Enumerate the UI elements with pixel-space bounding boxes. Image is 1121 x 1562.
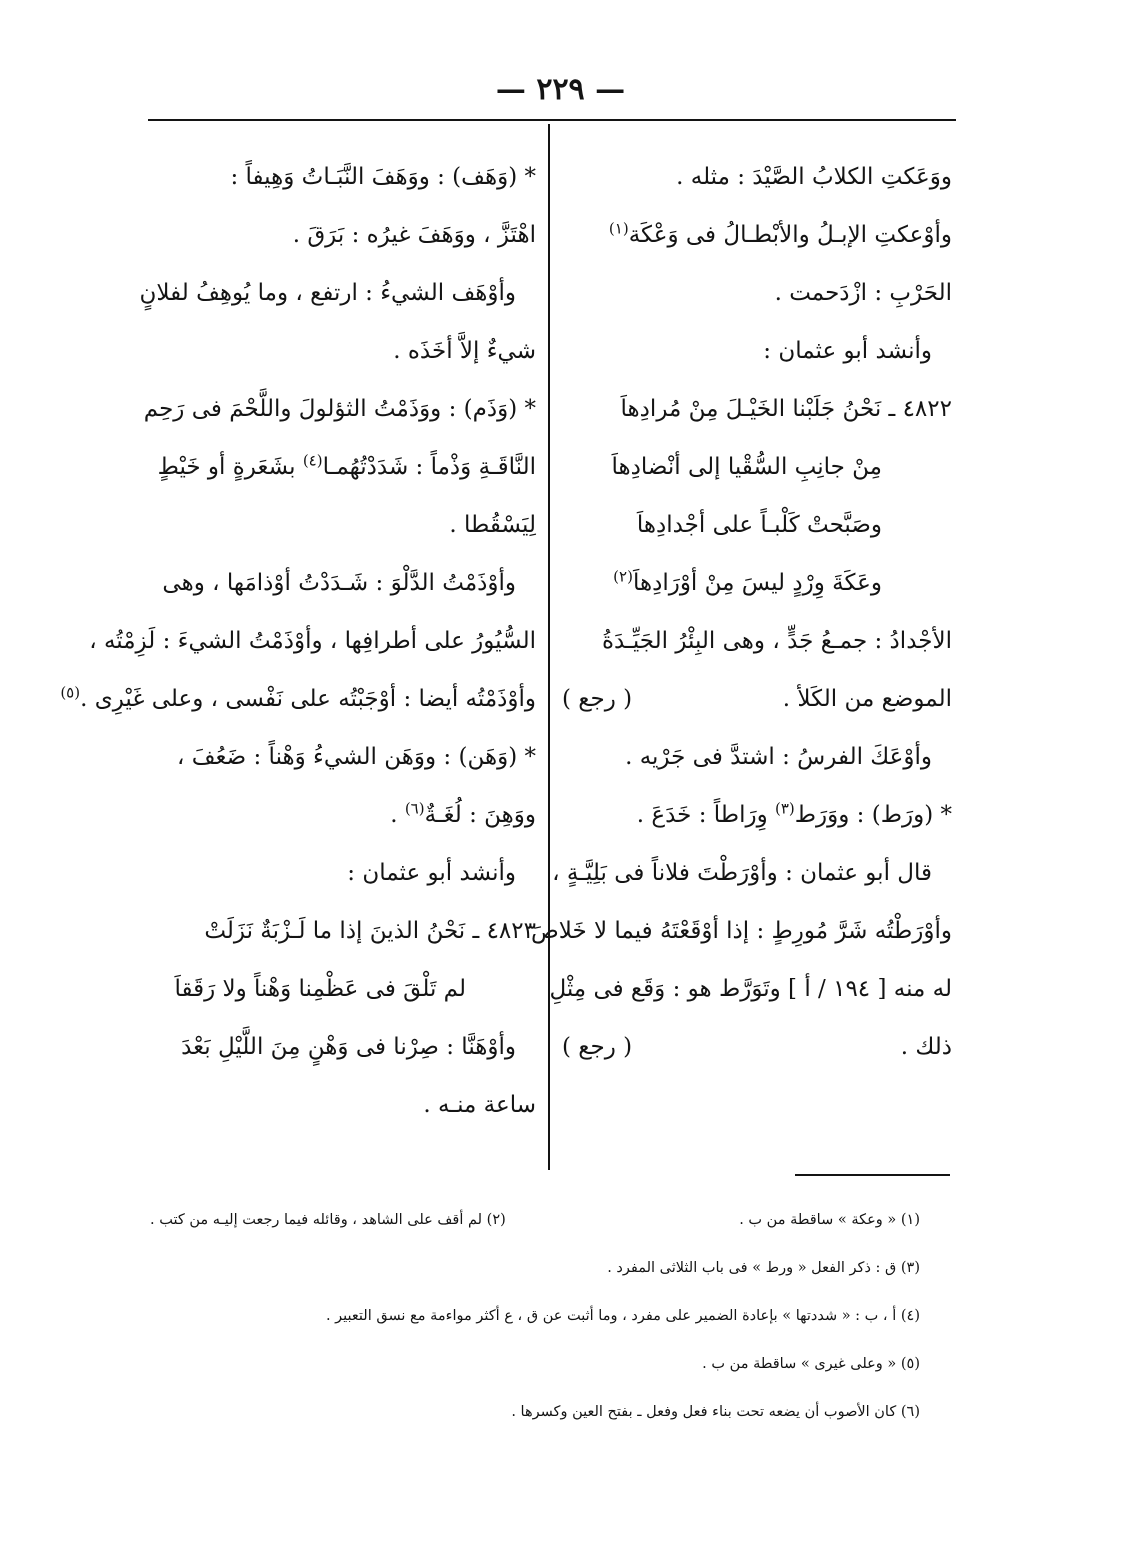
left-column-line-text: * (وَهَن) : ووَهَن الشيءُ وَهْناً : ضَعُفَ ، xyxy=(177,744,536,770)
footnotes xyxy=(150,1196,920,1436)
left-column-line-text: شيءٌ إلاَّ أخَذَه . xyxy=(393,338,536,364)
footnote-rule xyxy=(795,1174,950,1176)
right-column-line-text: الحَرْبِ : ازْدَحمت . xyxy=(774,280,952,306)
left-column-line-text: وأوْذَمْتُ الدَّلْوَ : شَـدَدْتُ أوْذامَها ، وهى xyxy=(162,570,516,596)
footnote-2: (٢) لم أقف على الشاهد ، وقائله فيما رجعت إليـه من كتب . xyxy=(150,1212,506,1228)
right-column-line xyxy=(562,148,952,206)
right-column-line xyxy=(562,322,952,380)
right-column-line-text: ٤٨٢٢ ـ نَحْنُ جَلَبْنا الخَيْـلَ مِنْ مُرادِهاَ xyxy=(620,396,952,422)
right-column-line xyxy=(562,264,952,322)
footnote-1: (١) « وعكة » ساقطة من ب . xyxy=(739,1212,920,1228)
left-column-line xyxy=(150,902,536,960)
right-column-line-text: وأوْعَكَ الفرسُ : اشتدَّ فى جَرْيه . xyxy=(625,744,932,770)
left-column-line xyxy=(143,380,536,438)
left-column-line-text: وأنشد أبو عثمان : xyxy=(347,860,516,886)
return-note: ( رجع ) xyxy=(562,686,633,712)
left-column-line xyxy=(150,960,536,1018)
left-column-line-text: وأوْهَف الشيءُ : ارتفع ، وما يُوهِفُ لفلانٍ xyxy=(139,280,516,306)
right-column-line xyxy=(562,786,952,844)
left-column-line-text: * (وَذَم) : ووَذَمْتُ الثؤلولَ واللَّحْمَ فى رَحِم xyxy=(143,396,536,422)
right-column-line-text: وعَكَةَ وِرْدٍ ليسَ مِنْ أوْرَادِهاَ xyxy=(632,570,882,596)
left-column-line xyxy=(150,1076,536,1134)
right-column-line-text: الموضع من الكَلأ . xyxy=(782,686,952,712)
right-column-line xyxy=(562,728,952,786)
footnote-4: (٤) أ ، ب : « شددتها » بإعادة الضمير على مفرد ، وما أثبت عن ق ، ع أكثر مواءمة مع نسق التعبير . xyxy=(325,1308,920,1324)
left-column-line-text: ٤٨٢٣ ـ نَحْنُ الذينَ إذا ما لَـزْبَةٌ نَزَلَتْ xyxy=(204,918,536,944)
right-column-line xyxy=(562,1018,952,1076)
left-column-line xyxy=(60,670,536,728)
right-column-line xyxy=(530,902,952,960)
right-column-line xyxy=(562,438,952,496)
footnote-5: (٥) « وعلى غيرى » ساقطة من ب . xyxy=(702,1356,920,1372)
left-column-line-tail: . xyxy=(390,802,405,828)
left-column-line xyxy=(150,728,536,786)
right-column-line-text: مِنْ جانِبِ السُّقْيا إلى أنْضادِهاَ xyxy=(611,454,882,480)
right-column-line xyxy=(562,380,952,438)
left-column-line-text: لم تَلْقَ فى عَظْمِنا وَهْناً ولا رَقَقاَ xyxy=(174,976,466,1002)
left-column-line-text: وأوْذَمْتُه أيضا : أوْجَبْتُه على نَفْسى ، وعلى غَيْرِى . xyxy=(80,686,536,712)
left-column-line xyxy=(150,1018,536,1076)
right-column-line-text: ووَعَكتِ الكلابُ الصَّيْدَ : مثله . xyxy=(676,164,952,190)
footnote-marker: (٢) xyxy=(613,567,633,586)
left-column-line-text: اهْتَزَّ ، ووَهَفَ غيرُه : بَرَقَ . xyxy=(292,222,536,248)
right-column-line-text: وأوْرَطْتُه شَرَّ مُورِطٍ : إذا أوْقَعْتَهُ فيما لا خَلاصَ xyxy=(530,918,952,944)
right-column-line xyxy=(552,844,952,902)
left-column-line xyxy=(150,438,536,496)
right-column-line-text: وأنشد أبو عثمان : xyxy=(763,338,932,364)
footnote-marker: (٦) xyxy=(404,799,425,818)
right-column-line-text: له منه [ ١٩٤ / أ ] وتَوَرَّط هو : وَقَع فى مِثْلِ xyxy=(549,976,952,1002)
footnote-3: (٣) ق : ذكر الفعل « ورط » فى باب الثلاثى المفرد . xyxy=(607,1260,920,1276)
left-column-line-text: وأوْهَنَّا : صِرْنا فى وَهْنٍ مِنَ اللَّيْلِ بَعْدَ xyxy=(181,1034,516,1060)
footnote-marker: (١) xyxy=(608,219,629,238)
right-column-line-text: ذلك . xyxy=(900,1034,952,1060)
left-column-line xyxy=(150,322,536,380)
left-column-line-text: ساعة منـه . xyxy=(423,1092,536,1118)
footnote-marker: (٣) xyxy=(775,799,795,818)
right-column-line-text: الأجْدادُ : جمـعُ جَدٍّ ، وهى البِئْرُ الجَيِّـدَةُ xyxy=(602,628,952,654)
left-column-line xyxy=(150,786,536,844)
footnote-marker: (٥) xyxy=(60,683,81,702)
left-column-line xyxy=(150,844,536,902)
left-column-line-text: السُّيُورُ على أطرافِها ، وأوْذَمْتُ الشيءَ : لَزِمْتُه ، xyxy=(89,628,536,654)
footnote-marker: (٤) xyxy=(302,451,323,470)
left-column xyxy=(60,148,536,1134)
left-column-line xyxy=(139,264,536,322)
left-column-line-text: لِيَسْقُطا . xyxy=(449,512,536,538)
return-note: ( رجع ) xyxy=(562,1034,633,1060)
right-column-line xyxy=(562,612,952,670)
left-column-line xyxy=(150,206,536,264)
right-column-line-text: وأوْعكتِ الإبـلُ والأبْطـالُ فى وَعْكَة xyxy=(628,222,952,248)
header-rule xyxy=(148,119,956,121)
right-column-line xyxy=(549,960,952,1018)
left-column-line xyxy=(150,496,536,554)
left-column-line xyxy=(89,612,536,670)
right-column-line-text: قال أبو عثمان : وأوْرَطْتَ فلاناً فى بَلِيَّـةٍ ، xyxy=(552,860,932,886)
right-column-line-tail: وِرَاطاً : خَدَعَ . xyxy=(636,802,775,828)
right-column-line xyxy=(562,554,952,612)
page-number: — ٢٢٩ — xyxy=(495,72,626,107)
right-column-line-text: * (ورَط) : ووَرَط xyxy=(794,802,952,828)
right-column-line-text: وصَبَّحتْ كَلْبـاً على أجْدادِهاَ xyxy=(636,512,882,538)
left-column-line-tail: بشَعَرةٍ أو خَيْطٍ xyxy=(157,454,303,480)
left-column-line-text: النَّاقَـةِ وَذْماً : شَدَدْتُهُمـا xyxy=(322,454,536,480)
right-column-line xyxy=(562,670,952,728)
right-column-line xyxy=(562,206,952,264)
footnote-6: (٦) كان الأصوب أن يضعه تحت بناء فعل وفعل ـ بفتح العين وكسرها . xyxy=(511,1404,920,1420)
left-column-line xyxy=(150,554,536,612)
right-column xyxy=(530,148,952,1076)
left-column-line-text: ووَهِنَ : لُغَـةٌ xyxy=(424,802,536,828)
left-column-line-text: * (وَهَف) : ووَهَفَ النَّبَـاتُ وَهِيفاً : xyxy=(230,164,536,190)
left-column-line xyxy=(150,148,536,206)
right-column-line xyxy=(562,496,952,554)
footnote-row xyxy=(150,1196,920,1244)
